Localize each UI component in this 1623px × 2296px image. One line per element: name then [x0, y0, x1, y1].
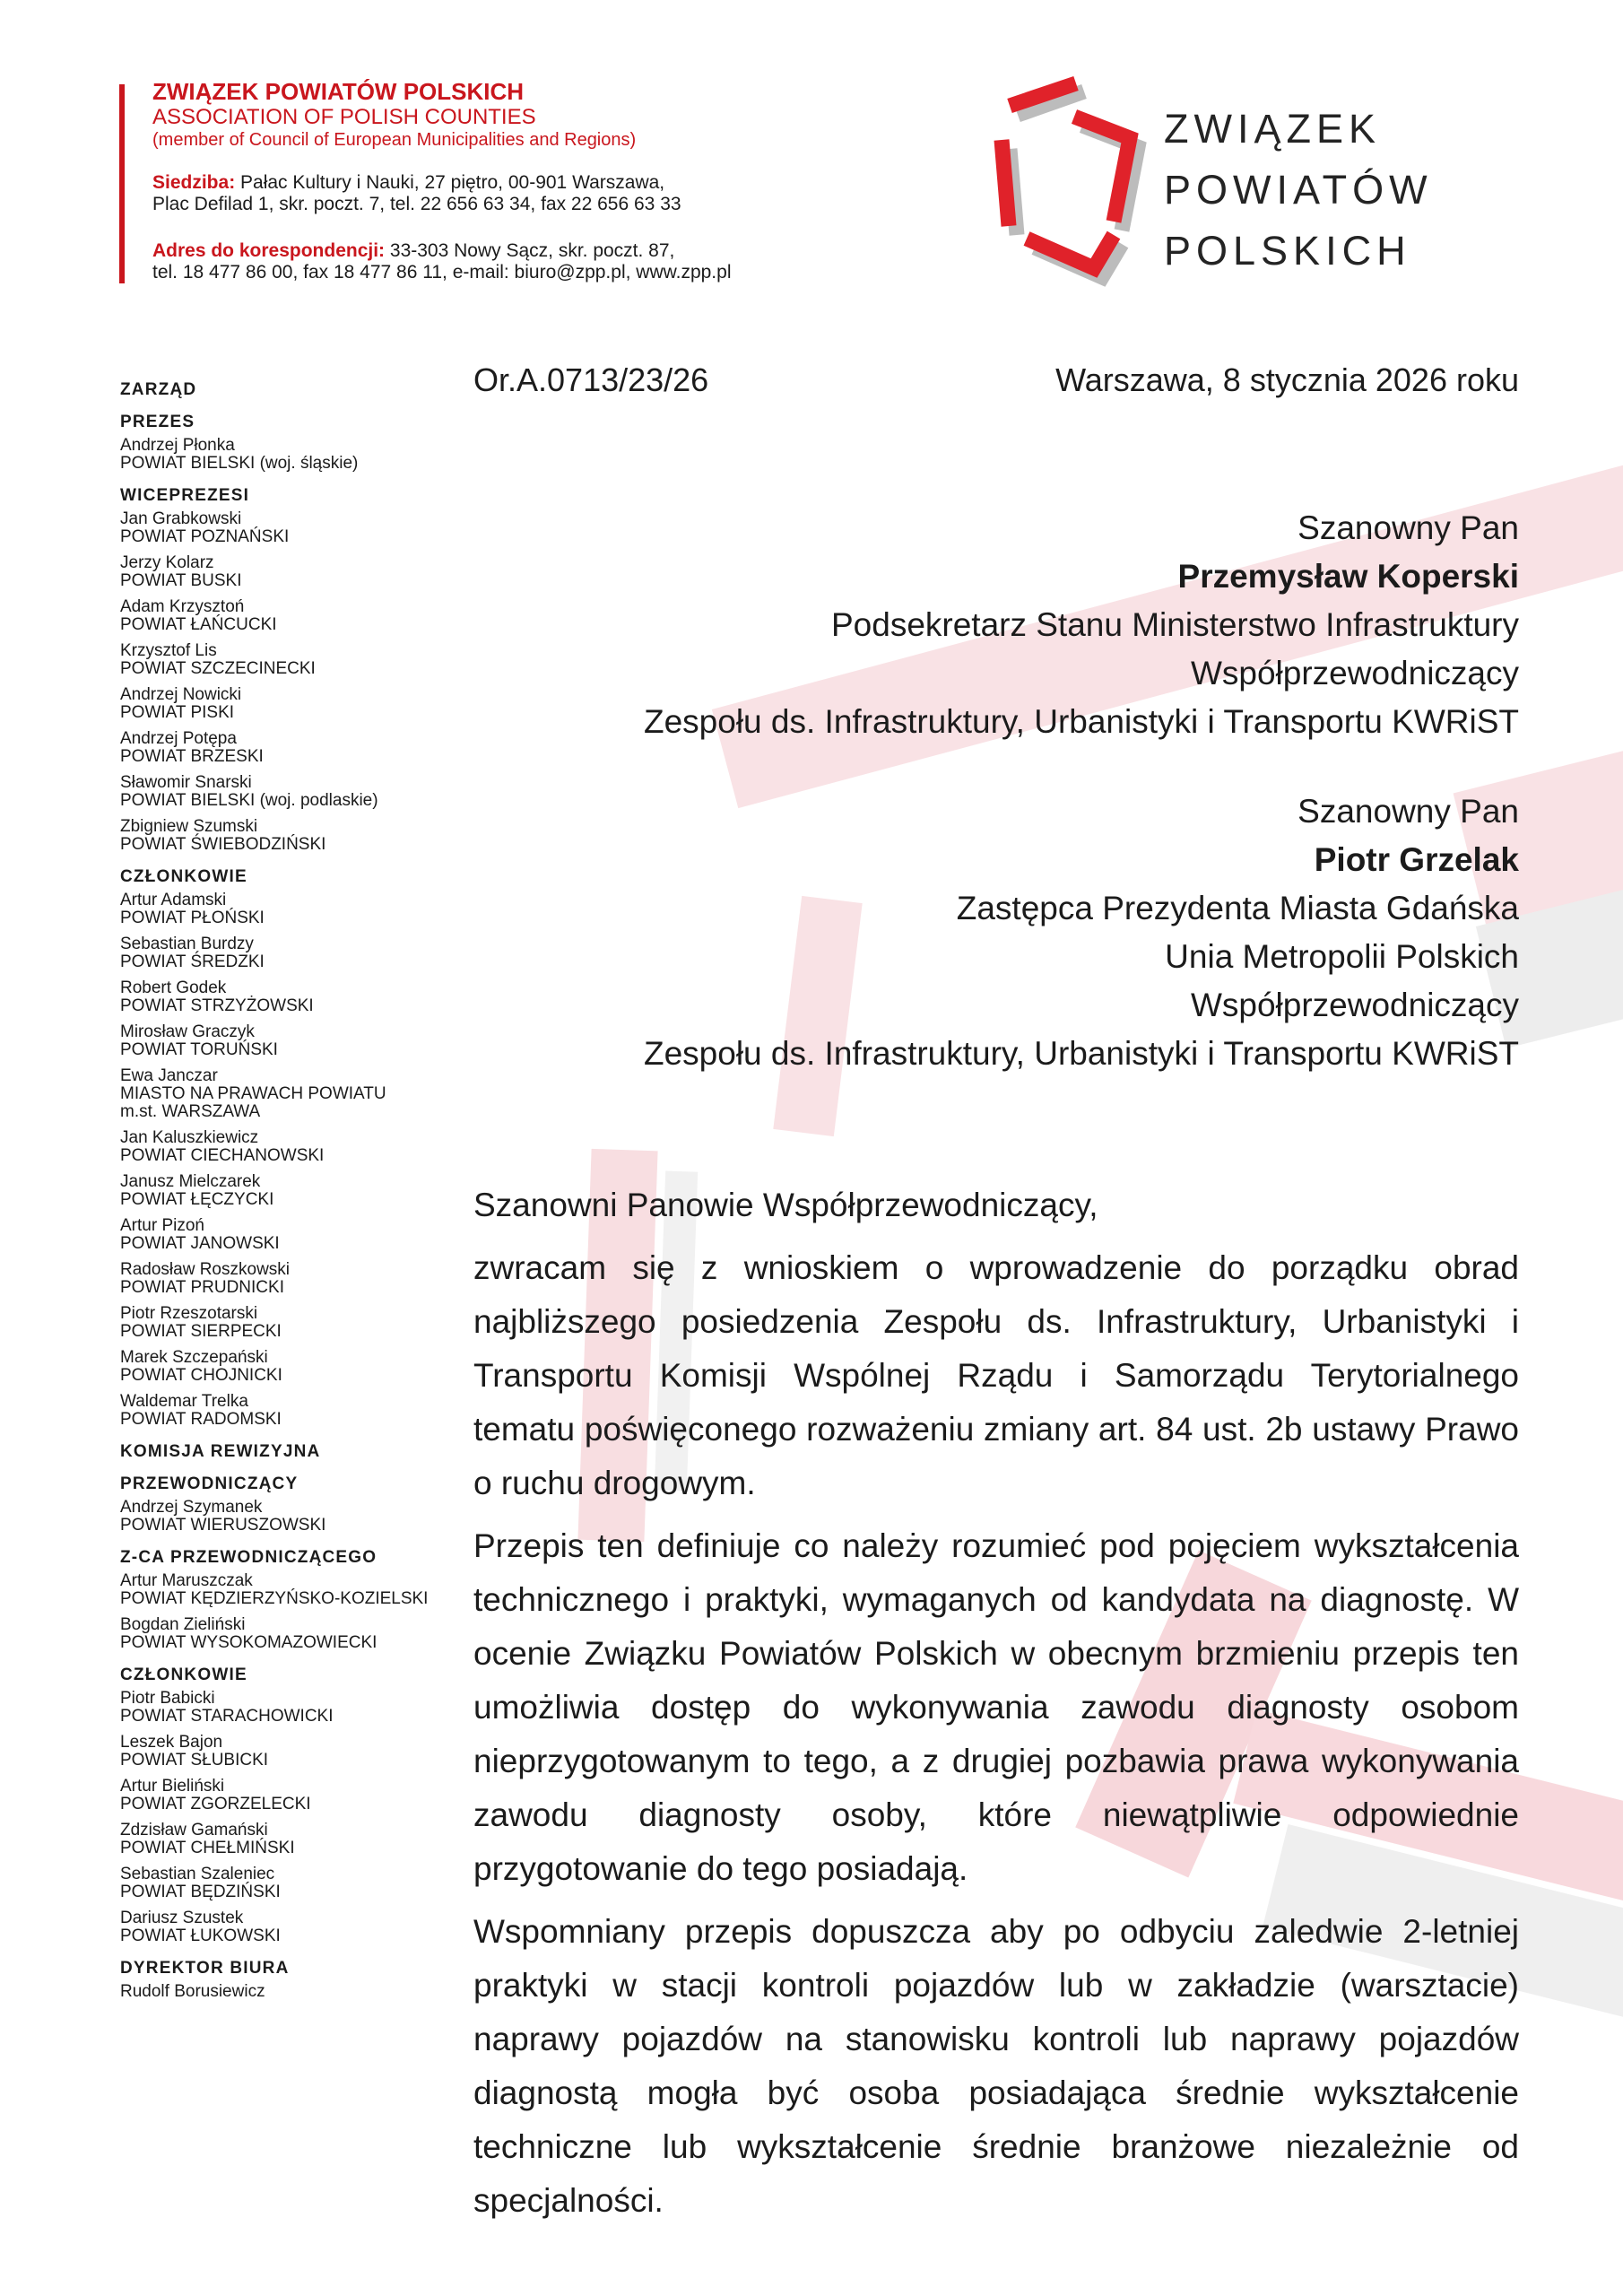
- letterhead: [152, 79, 731, 283]
- sidebar-section-header: PRZEWODNICZĄCY: [120, 1474, 299, 1493]
- member-unit: POWIAT STRZYŻOWSKI: [120, 996, 314, 1015]
- logo-wordmark: [1164, 99, 1433, 282]
- board-member: [120, 1023, 461, 1059]
- siedziba-line2: Plac Defilad 1, skr. poczt. 7, tel. 22 656 63 34, fax 22 656 63 33: [152, 194, 681, 214]
- member-name: Andrzej Szymanek: [120, 1498, 263, 1517]
- board-member: [120, 686, 461, 722]
- board-member: [120, 1349, 461, 1385]
- recipient-role: Podsekretarz Stanu Ministerstwo Infrastruktury: [830, 606, 1519, 643]
- member-name: Piotr Rzeszotarski: [120, 1304, 258, 1323]
- org-name-en: ASSOCIATION OF POLISH COUNTIES: [152, 105, 536, 129]
- letter-paragraph: Przepis ten definiuje co należy rozumieć pod pojęciem wykształcenia technicznego i praktyki, wymaganych od kandydata na diagnostę. W ocenie Związku Powiatów Polskich w obecnym brzmieniu przepis ten umożliwia dostęp do wykonywania zawodu diagnosty osobom nieprzygotowanym to tego, a z drugiej pozbawia prawa wykonywania zawodu diagnosty osoby, które niewątpliwie odpowiednie przygotowanie do tego posiadają.: [473, 1527, 1519, 1887]
- sidebar-section-header: WICEPREZESI: [120, 486, 250, 505]
- recipient-block: [473, 787, 1519, 1078]
- member-name: Mirosław Graczyk: [120, 1022, 255, 1041]
- sidebar-section: [120, 1666, 461, 1945]
- member-unit: POWIAT SŁUBICKI: [120, 1751, 269, 1770]
- member-unit: POWIAT BĘDZIŃSKI: [120, 1883, 281, 1901]
- board-member: [120, 554, 461, 590]
- board-member: [120, 642, 461, 678]
- member-name: Waldemar Trelka: [120, 1392, 248, 1411]
- board-member: [120, 1866, 461, 1901]
- logo-word-2: POWIATÓW: [1164, 167, 1433, 213]
- sidebar-section: [120, 1549, 461, 1652]
- recipient-role: Unia Metropolii Polskich: [1165, 938, 1519, 975]
- member-unit: POWIAT BIELSKI (woj. podlaskie): [120, 791, 378, 810]
- board-member: [120, 1734, 461, 1770]
- recipient-name: Piotr Grzelak: [1314, 841, 1519, 878]
- member-unit: POWIAT RADOMSKI: [120, 1410, 282, 1429]
- sidebar-section: [120, 487, 461, 854]
- adres-line2: tel. 18 477 86 00, fax 18 477 86 11, e-mail: biuro@zpp.pl, www.zpp.pl: [152, 262, 732, 283]
- member-unit: POWIAT ŁĘCZYCKI: [120, 1190, 274, 1209]
- recipient-role: Zespołu ds. Infrastruktury, Urbanistyki i Transportu KWRiST: [643, 703, 1519, 740]
- member-unit: POWIAT TORUŃSKI: [120, 1040, 278, 1059]
- board-member: [120, 1822, 461, 1857]
- recipient-name: Przemysław Koperski: [1177, 558, 1519, 595]
- recipient-role: Zastępca Prezydenta Miasta Gdańska: [956, 890, 1519, 926]
- member-unit: POWIAT ZGORZELECKI: [120, 1795, 311, 1813]
- recipient-block: [473, 504, 1519, 746]
- board-member: [120, 1305, 461, 1341]
- recipient-salutation: Szanowny Pan: [1298, 509, 1519, 546]
- member-unit: MIASTO NA PRAWACH POWIATU: [120, 1084, 386, 1103]
- member-unit: POWIAT BUSKI: [120, 571, 242, 590]
- member-unit: m.st. WARSZAWA: [120, 1102, 261, 1121]
- board-member: [120, 1067, 461, 1121]
- letter-paragraph: zwracam się z wnioskiem o wprowadzenie do porządku obrad najbliższego posiedzenia Zespołu ds. Infrastruktury, Urbanistyki i Transportu Komisji Wspólnej Rządu i Samorządu Terytorialnego tematu poświęconego rozważeniu zmiany art. 84 ust. 2b ustawy Prawo o ruchu drogowym.: [473, 1249, 1519, 1501]
- board-member: [120, 1499, 461, 1535]
- member-name: Jan Grabkowski: [120, 509, 242, 528]
- member-unit: POWIAT CHEŁMIŃSKI: [120, 1839, 295, 1857]
- member-unit: POWIAT POZNAŃSKI: [120, 527, 290, 546]
- member-name: Artur Maruszczak: [120, 1571, 253, 1590]
- letterhead-red-rule: [119, 84, 125, 283]
- member-unit: POWIAT BIELSKI (woj. śląskie): [120, 454, 359, 473]
- member-name: Dariusz Szustek: [120, 1909, 244, 1927]
- member-unit: POWIAT CIECHANOWSKI: [120, 1146, 325, 1165]
- board-member: [120, 1261, 461, 1297]
- member-name: Zbigniew Szumski: [120, 817, 258, 836]
- board-member: [120, 598, 461, 634]
- member-name: Jerzy Kolarz: [120, 553, 214, 572]
- member-unit: POWIAT WIERUSZOWSKI: [120, 1516, 326, 1535]
- member-unit: POWIAT ŁAŃCUCKI: [120, 615, 277, 634]
- letter-paragraph: Wspomniany przepis dopuszcza aby po odbyciu zaledwie 2-letniej praktyki w stacji kontroli pojazdów lub w zakładzie (warsztacie) naprawy pojazdów na stanowisku kontroli lub naprawy pojazdów diagnostą mogła być osoba posiadająca średnie wykształcenie techniczne lub wykształcenie średnie branżowe niezależnie od specjalności.: [473, 1913, 1519, 2219]
- recipient-role: Współprzewodniczący: [1190, 655, 1519, 691]
- sidebar-section-header: ZARZĄD: [120, 380, 197, 399]
- reference-row: [473, 361, 1519, 400]
- letter-salutation: Szanowni Panowie Współprzewodniczący,: [473, 1187, 1098, 1223]
- sidebar-section-header: Z-CA PRZEWODNICZĄCEGO: [120, 1548, 378, 1567]
- sidebar-section: [120, 1443, 461, 1461]
- member-name: Artur Adamski: [120, 891, 227, 909]
- sidebar-section: [120, 413, 461, 473]
- sidebar-section-header: KOMISJA REWIZYJNA: [120, 1442, 321, 1461]
- sidebar-section-header: DYREKTOR BIURA: [120, 1959, 290, 1978]
- sidebar-section: [120, 1475, 461, 1535]
- sidebar-section-header: PREZES: [120, 413, 195, 431]
- board-member: [120, 774, 461, 810]
- member-unit: POWIAT WYSOKOMAZOWIECKI: [120, 1633, 378, 1652]
- member-name: Ewa Janczar: [120, 1066, 218, 1085]
- member-unit: POWIAT STARACHOWICKI: [120, 1707, 334, 1726]
- member-unit: POWIAT ŚREDZKI: [120, 952, 265, 971]
- board-member: [120, 1616, 461, 1652]
- logo-word-1: ZWIĄZEK: [1164, 106, 1381, 152]
- member-unit: POWIAT JANOWSKI: [120, 1234, 280, 1253]
- board-member: [120, 1173, 461, 1209]
- board-member: [120, 818, 461, 854]
- member-name: Adam Krzysztoń: [120, 597, 245, 616]
- org-name-pl: ZWIĄZEK POWIATÓW POLSKICH: [152, 78, 525, 105]
- member-name: Zdzisław Gamański: [120, 1821, 268, 1839]
- sidebar-section-header: CZŁONKOWIE: [120, 1665, 247, 1684]
- member-unit: POWIAT BRZESKI: [120, 747, 264, 766]
- board-member: [120, 510, 461, 546]
- board-member: [120, 730, 461, 766]
- board-member: [120, 1393, 461, 1429]
- board-member: [120, 891, 461, 927]
- siedziba-text: Pałac Kultury i Nauki, 27 piętro, 00-901 Warszawa,: [240, 172, 665, 193]
- member-unit: POWIAT KĘDZIERZYŃSKO-KOZIELSKI: [120, 1589, 429, 1608]
- sidebar-section: [120, 868, 461, 1429]
- recipient-role: Zespołu ds. Infrastruktury, Urbanistyki i Transportu KWRiST: [643, 1035, 1519, 1072]
- member-name: Artur Pizoń: [120, 1216, 204, 1235]
- member-unit: POWIAT PŁOŃSKI: [120, 909, 265, 927]
- recipient-salutation: Szanowny Pan: [1298, 793, 1519, 830]
- board-sidebar: [120, 381, 461, 2009]
- member-unit: POWIAT ŁUKOWSKI: [120, 1926, 281, 1945]
- siedziba-line1: [152, 172, 731, 194]
- member-name: Radosław Roszkowski: [120, 1260, 291, 1279]
- member-unit: POWIAT PRUDNICKI: [120, 1278, 284, 1297]
- reference-number: Or.A.0713/23/26: [473, 361, 709, 398]
- member-name: Janusz Mielczarek: [120, 1172, 261, 1191]
- member-unit: POWIAT PISKI: [120, 703, 235, 722]
- member-unit: POWIAT CHOJNICKI: [120, 1366, 282, 1385]
- siedziba-label: Siedziba:: [152, 172, 236, 193]
- member-name: Rudolf Borusiewicz: [120, 1982, 265, 2001]
- sidebar-section: [120, 381, 461, 399]
- board-member: [120, 1690, 461, 1726]
- recipient-role: Współprzewodniczący: [1190, 987, 1519, 1023]
- letter-body: [473, 361, 1519, 2228]
- sidebar-section: [120, 1960, 461, 2001]
- member-unit: POWIAT SIERPECKI: [120, 1322, 282, 1341]
- member-name: Bogdan Zieliński: [120, 1615, 246, 1634]
- member-unit: POWIAT ŚWIEBODZIŃSKI: [120, 835, 326, 854]
- letter-date: Warszawa, 8 stycznia 2026 roku: [1055, 361, 1519, 398]
- sidebar-section-header: CZŁONKOWIE: [120, 867, 247, 886]
- member-name: Artur Bieliński: [120, 1777, 225, 1796]
- board-member: [120, 1983, 461, 2001]
- board-member: [120, 1572, 461, 1608]
- recipients: [473, 504, 1519, 1078]
- member-name: Leszek Bajon: [120, 1733, 223, 1752]
- member-name: Krzysztof Lis: [120, 641, 217, 660]
- adres-line1: [152, 240, 731, 262]
- board-member: [120, 1909, 461, 1945]
- member-name: Robert Godek: [120, 978, 227, 997]
- member-name: Sebastian Burdzy: [120, 935, 254, 953]
- board-member: [120, 935, 461, 971]
- member-name: Piotr Babicki: [120, 1689, 215, 1708]
- zpp-logo-icon: [976, 68, 1191, 310]
- board-member: [120, 1129, 461, 1165]
- logo-word-3: POLSKICH: [1164, 228, 1411, 274]
- member-name: Andrzej Potępa: [120, 729, 237, 748]
- board-member: [120, 437, 461, 473]
- board-member: [120, 1217, 461, 1253]
- member-name: Sławomir Snarski: [120, 773, 252, 792]
- member-unit: POWIAT SZCZECINECKI: [120, 659, 316, 678]
- member-name: Jan Kaluszkiewicz: [120, 1128, 259, 1147]
- board-member: [120, 979, 461, 1015]
- member-name: Sebastian Szaleniec: [120, 1865, 275, 1883]
- adres-label: Adres do korespondencji:: [152, 240, 386, 261]
- letter-paragraphs: [473, 1241, 1519, 2228]
- board-member: [120, 1778, 461, 1813]
- adres-text: 33-303 Nowy Sącz, skr. poczt. 87,: [389, 240, 675, 261]
- member-name: Andrzej Płonka: [120, 436, 235, 455]
- org-membership: (member of Council of European Municipalities and Regions): [152, 130, 637, 150]
- member-name: Andrzej Nowicki: [120, 685, 242, 704]
- member-name: Marek Szczepański: [120, 1348, 268, 1367]
